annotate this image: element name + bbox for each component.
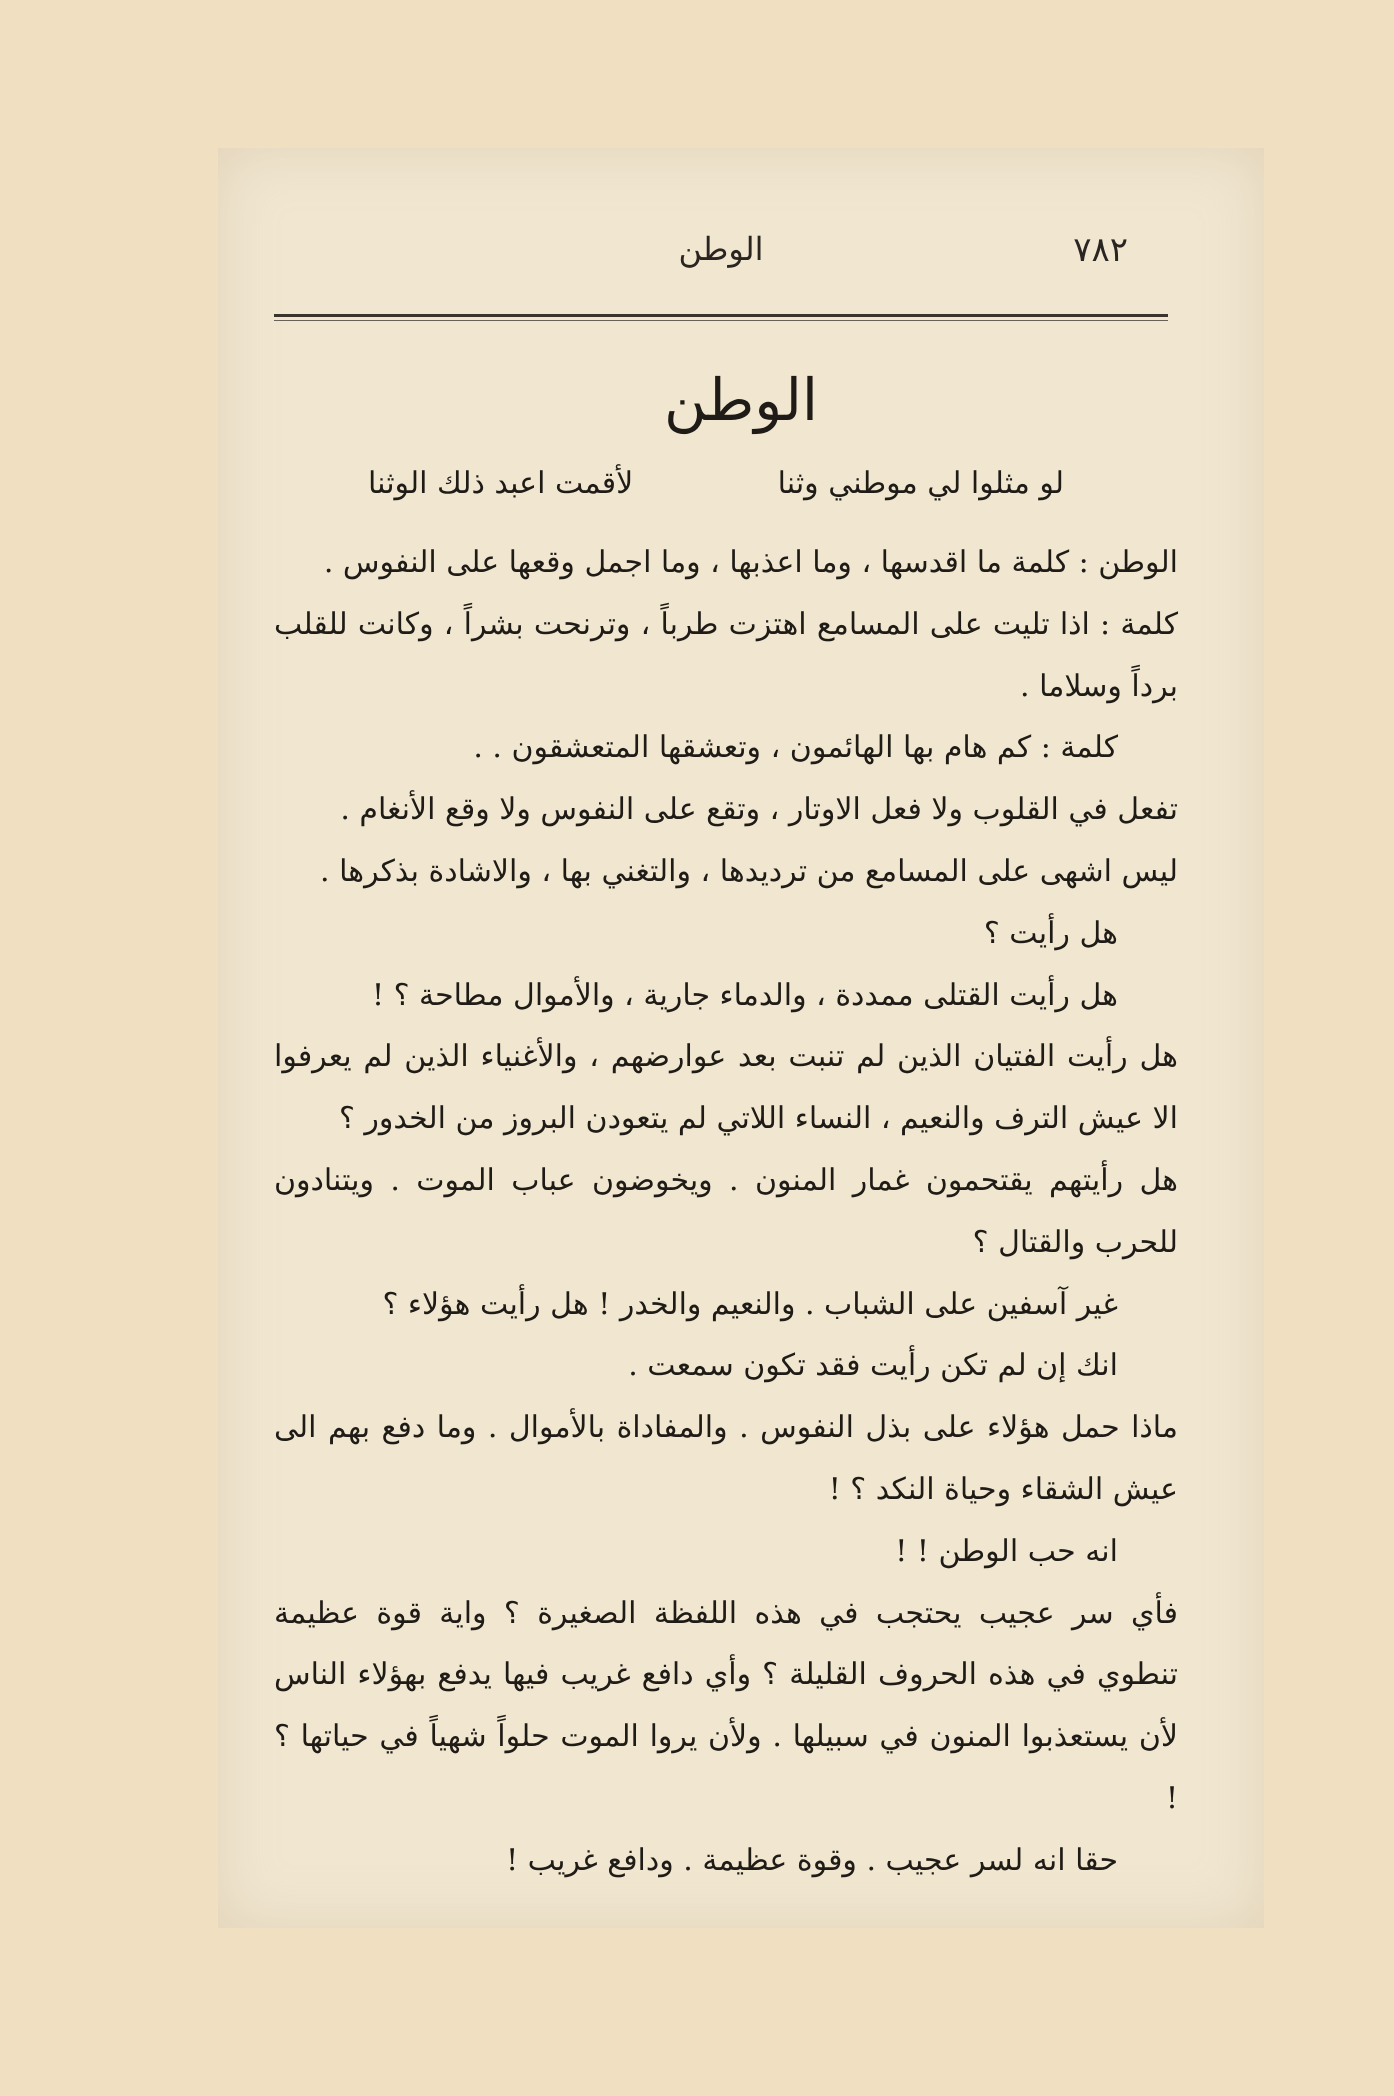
paragraph: انك إن لم تكن رأيت فقد تكون سمعت . (628, 1348, 1118, 1384)
header-rule (274, 314, 1168, 317)
body-text (274, 532, 1178, 1892)
paragraph: هل رأيتهم يقتحمون غمار المنون . ويخوضون عباب الموت . ويتنادون للحرب والقتال ؟ (274, 1162, 1178, 1260)
paragraph: فأي سر عجيب يحتجب في هذه اللفظة الصغيرة ؟ واية قوة عظيمة تنطوي في هذه الحروف القليلة ؟ وأي دافع غريب فيها يدفع بهؤلاء الناس لأن يستعذبوا المنون في سبيلها . ولأن يروا الموت حلواً شهياً في حياتها ؟ ! (274, 1595, 1178, 1816)
book-page (218, 148, 1264, 1928)
verse-second-hemistich: لأقمت اعبد ذلك الوثنا (368, 466, 634, 501)
header-rule-thin (274, 320, 1168, 321)
paragraph: الوطن : كلمة ما اقدسها ، وما اعذبها ، وما اجمل وقعها على النفوس . (323, 545, 1178, 580)
running-title: الوطن (678, 230, 764, 268)
paragraph: ماذا حمل هؤلاء على بذل النفوس . والمفاداة بالأموال . وما دفع بهم الى عيش الشقاء وحياة النكد ؟ ! (274, 1410, 1178, 1507)
paragraph: حقا انه لسر عجيب . وقوة عظيمة . ودافع غريب ! (506, 1842, 1118, 1878)
paragraph: هل رأيت القتلى ممددة ، والدماء جارية ، والأموال مطاحة ؟ ! (371, 977, 1118, 1013)
verse (368, 466, 1064, 522)
page-header (274, 230, 1168, 290)
paragraph: انه حب الوطن ! ! (895, 1533, 1118, 1569)
paragraph: تفعل في القلوب ولا فعل الاوتار ، وتقع على النفوس ولا وقع الأنغام . (340, 792, 1178, 828)
chapter-title: الوطن (663, 366, 819, 434)
paragraph: كلمة : كم هام بها الهائمون ، وتعشقها المتعشقون . . (473, 730, 1118, 766)
paragraph: هل رأيت ؟ (983, 915, 1118, 951)
paragraph: غير آسفين على الشباب . والنعيم والخدر ! هل رأيت هؤلاء ؟ (382, 1286, 1118, 1322)
paragraph: كلمة : اذا تليت على المسامع اهتزت طرباً ، وترنحت بشراً ، وكانت للقلب برداً وسلاما . (274, 606, 1178, 704)
paragraph: ليس اشهى على المسامع من ترديدها ، والتغني بها ، والاشادة بذكرها . (320, 853, 1178, 889)
paragraph: هل رأيت الفتيان الذين لم تنبت بعد عوارضهم ، والأغنياء الذين لم يعرفوا الا عيش الترف والنعيم ، النساء اللاتي لم يتعودن البروز من الخدور ؟ (274, 1039, 1178, 1137)
page-number: ٧٨٢ (1073, 230, 1128, 270)
verse-first-hemistich: لو مثلوا لي موطني وثنا (777, 466, 1064, 501)
